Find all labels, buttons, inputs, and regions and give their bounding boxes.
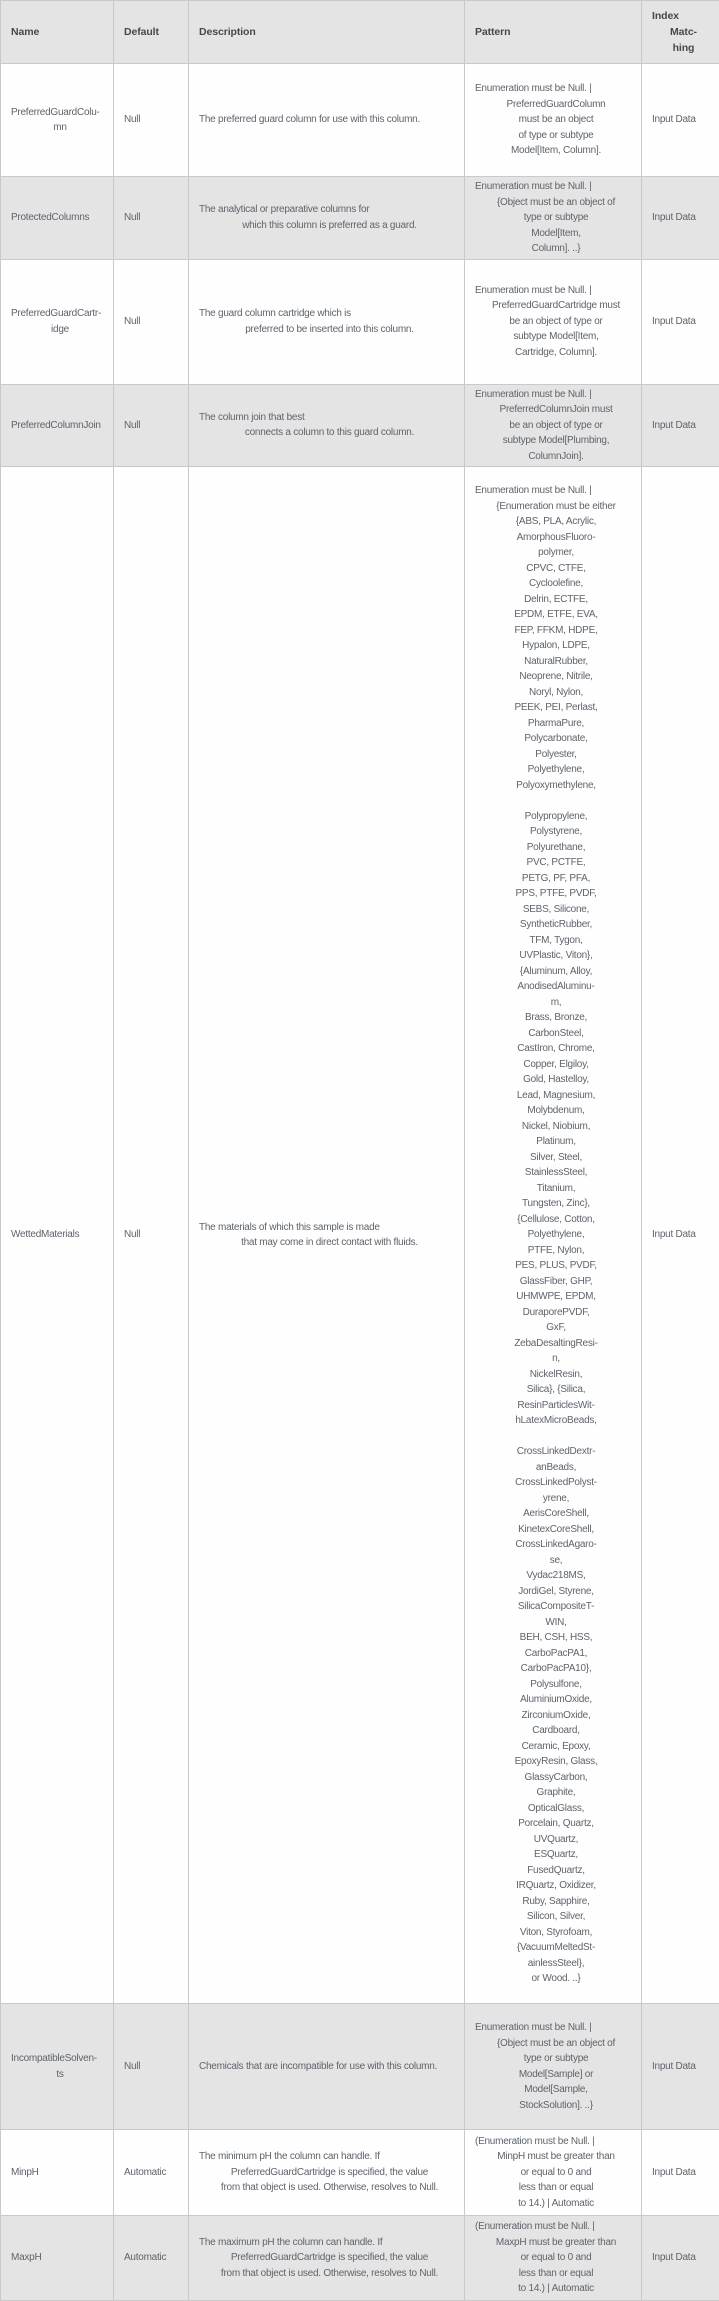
field-name: PreferredGuardCartr- idge — [1, 259, 114, 384]
table-row-maxph — [1, 2216, 719, 2301]
field-default: Automatic — [114, 2130, 189, 2216]
field-pattern: Enumeration must be Null. | {Object must be an object of type or subtype Model[Item, Column]. ..} — [465, 177, 642, 260]
table-header-row — [1, 1, 719, 64]
table-row-minph — [1, 2130, 719, 2216]
header-pattern: Pattern — [465, 1, 642, 64]
field-pattern: Enumeration must be Null. | {Enumeration must be either {ABS, PLA, Acrylic, AmorphousFluoro- polymer, CPVC, CTFE, Cycloolefine, Delrin, ECTFE, EPDM, ETFE, EVA, FEP, FFKM, HDPE, Hypalon, LDPE, NaturalRubber, Neoprene, Nitrile, Noryl, Nylon, PEEK, PEI, Perlast, PharmaPure, Polycarbonate, Polyester, Polyethylene, Polyoxymethylene, Polypropylene, Polystyrene, Polyurethane, PVC, PCTFE, PETG, PF, PFA, PPS, PTFE, PVDF, SEBS, Silicone, SyntheticRubber, TFM, Tygon, UVPlastic, Viton}, {Aluminum, Alloy, AnodisedAluminu- m, Brass, Bronze, CarbonSteel, CastIron, Chrome, Copper, Elgiloy, Gold, Hastelloy, Lead, Magnesium, Molybdenum, Nickel, Niobium, Platinum, Silver, Steel, StainlessSteel, Titanium, Tungsten, Zinc}, {Cellulose, Cotton, Polyethylene, PTFE, Nylon, PES, PLUS, PVDF, GlassFiber, GHP, UHMWPE, EPDM, DuraporePVDF, GxF, ZebaDesaltingResi- n, NickelResin, Silica}, {Silica, ResinParticlesWit- hLatexMicroBeads, CrossLinkedDextr- anBeads, CrossLinkedPolyst- yrene, AerisCoreShell, KinetexCoreShell, CrossLinkedAgaro- se, Vydac218MS, JordiGel, Styrene, SilicaCompositeT- WIN, BEH, CSH, HSS, CarboPacPA1, CarboPacPA10}, Polysulfone, AluminiumOxide, ZirconiumOxide, Cardboard, Ceramic, Epoxy, EpoxyResin, Glass, GlassyCarbon, Graphite, OpticalGlass, Porcelain, Quartz, UVQuartz, ESQuartz, FusedQuartz, IRQuartz, Oxidizer, Ruby, Sapphire, Silicon, Silver, Viton, Styrofoam, {VacuumMeltedSt- ainlessSteel}, or Wood. ..} — [465, 467, 642, 2004]
field-description: Chemicals that are incompatible for use with this column. — [189, 2004, 465, 2130]
field-index-matching: Input Data — [642, 2004, 719, 2130]
field-index-matching: Input Data — [642, 2216, 719, 2301]
table-row-wettedmaterials — [1, 467, 719, 2004]
field-description: The materials of which this sample is made that may come in direct contact with fluids. — [189, 467, 465, 2004]
field-pattern: Enumeration must be Null. | PreferredGuardColumn must be an object of type or subtype Model[Item, Column]. — [465, 64, 642, 177]
field-index-matching: Input Data — [642, 259, 719, 384]
field-pattern: (Enumeration must be Null. | MinpH must be greater than or equal to 0 and less than or equal to 14.) | Automatic — [465, 2130, 642, 2216]
field-default: Null — [114, 384, 189, 467]
field-default: Automatic — [114, 2216, 189, 2301]
header-default: Default — [114, 1, 189, 64]
field-index-matching: Input Data — [642, 384, 719, 467]
table-row-preferredguardcartridge — [1, 259, 719, 384]
header-description: Description — [189, 1, 465, 64]
field-name: ProtectedColumns — [1, 177, 114, 260]
field-pattern: Enumeration must be Null. | {Object must be an object of type or subtype Model[Sample] or Model[Sample, StockSolution]. ..} — [465, 2004, 642, 2130]
field-description: The analytical or preparative columns for which this column is preferred as a guard. — [189, 177, 465, 260]
field-default: Null — [114, 177, 189, 260]
table-row-protectedcolumns — [1, 177, 719, 260]
field-name: MinpH — [1, 2130, 114, 2216]
field-description: The minimum pH the column can handle. If PreferredGuardCartridge is specified, the value from that object is used. Otherwise, resolves to Null. — [189, 2130, 465, 2216]
field-pattern: (Enumeration must be Null. | MaxpH must be greater than or equal to 0 and less than or equal to 14.) | Automatic — [465, 2216, 642, 2301]
field-index-matching: Input Data — [642, 64, 719, 177]
field-default: Null — [114, 259, 189, 384]
field-description: The column join that best connects a column to this guard column. — [189, 384, 465, 467]
table-row-incompatiblesolvents — [1, 2004, 719, 2130]
field-name: PreferredColumnJoin — [1, 384, 114, 467]
field-pattern: Enumeration must be Null. | PreferredGuardCartridge must be an object of type or subtype Model[Item, Cartridge, Column]. — [465, 259, 642, 384]
field-description: The preferred guard column for use with this column. — [189, 64, 465, 177]
field-default: Null — [114, 64, 189, 177]
header-name: Name — [1, 1, 114, 64]
field-name: IncompatibleSolven- ts — [1, 2004, 114, 2130]
field-description: The guard column cartridge which is preferred to be inserted into this column. — [189, 259, 465, 384]
table-row-preferredguardcolumn — [1, 64, 719, 177]
field-index-matching: Input Data — [642, 177, 719, 260]
header-index-matching: Index Matc- hing — [642, 1, 719, 64]
field-index-matching: Input Data — [642, 467, 719, 2004]
field-name: PreferredGuardColu- mn — [1, 64, 114, 177]
field-name: MaxpH — [1, 2216, 114, 2301]
table-row-preferredcolumnjoin — [1, 384, 719, 467]
field-default: Null — [114, 2004, 189, 2130]
field-default: Null — [114, 467, 189, 2004]
field-name: WettedMaterials — [1, 467, 114, 2004]
field-pattern: Enumeration must be Null. | PreferredColumnJoin must be an object of type or subtype Model[Plumbing, ColumnJoin]. — [465, 384, 642, 467]
field-description: The maximum pH the column can handle. If PreferredGuardCartridge is specified, the value from that object is used. Otherwise, resolves to Null. — [189, 2216, 465, 2301]
field-index-matching: Input Data — [642, 2130, 719, 2216]
